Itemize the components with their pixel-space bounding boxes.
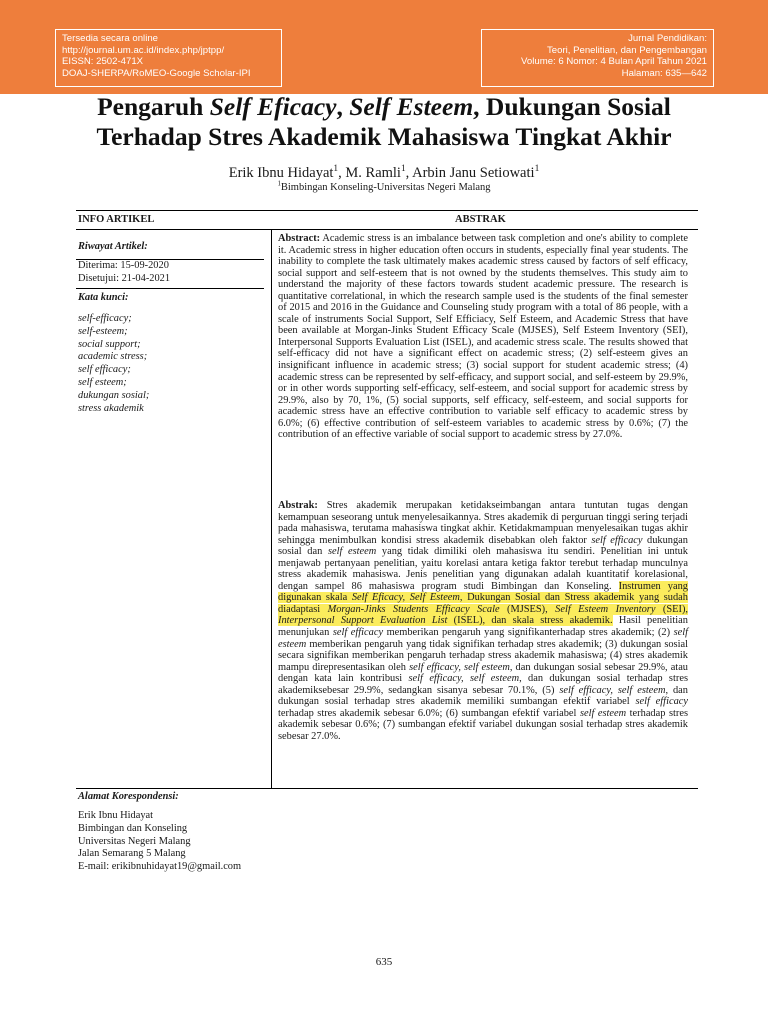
keyword: academic stress; — [78, 351, 148, 363]
abstract-english: Abstract: Academic stress is an imbalance between task completion and one's ability to complete it. Academic stress in higher education often occurs in students, especially final year students. The inability to complete the task ultimately makes academic stress caused by factors of self efficacy, social support and self-esteem that is not owned by the students themselves. This study aim to understand the majority of these factors towards student academic pressure. The research is quantitative correlational, in which the research sample used is the students of the final semester of 2015 and 2016 in the Guidance and Counseling study program with a total of 86 people, with a scale of instruments Social Support, Self Efficiacy, Self Esteem, and Academic Stress that have been available at Morgan-Jinks Student Efficacy Scale (MJSES), Self Esteem Inventory (SEI), Interpersonal Supports Evaluation List (ISEL), and academic stress scale. The results showed that self-efficacy did not have a significant effect on academic stress; (2) self-esteem gives an insignificant influence in academic stress; (3) social support for student academic stress; (4) academic stress can be represented by self-efficacy, and support social, and self-esteem by 29.9%, or in other words supporting self-efficacy, self-esteem, and social support for academic stress by 29.9%, also by 70, 1%, (5) social supports, self efficacy, self-esteem, and social supports for academic stress have an effective contribution to variable self efficacy to academic stress by 6.0%; (6) effective contribution of self-esteem variables to academic stress by 0.6%; (7) the contribution of an effective variable of social support to academic stress by 27.0%. — [278, 233, 688, 441]
history-label: Riwayat Artikel: — [78, 241, 148, 252]
volume-line: Volume: 6 Nomor: 4 Bulan April Tahun 2021 — [521, 56, 707, 68]
keyword: self-efficacy; — [78, 313, 132, 324]
correspondent-university: Universitas Negeri Malang — [78, 835, 191, 847]
journal-url[interactable]: http://journal.um.ac.id/index.php/jptpp/ — [62, 44, 225, 56]
keyword: dukungan sosial; — [78, 389, 150, 401]
availability-line: Tersedia secara online — [62, 33, 158, 44]
article-dates — [78, 260, 263, 286]
keyword-rule — [76, 288, 264, 289]
keyword: self-esteem; — [78, 325, 128, 337]
availability-box — [55, 29, 282, 87]
pages-line: Halaman: 635—642 — [621, 67, 707, 79]
author-list: Erik Ibnu Hidayat$^1$, M. Ramli$^1$, Arbin Janu Setiowati$^1$ — [228, 164, 540, 181]
keyword: stress akademik — [78, 402, 144, 414]
journal-name: Jurnal Pendidikan: — [628, 33, 707, 44]
correspondent-department: Bimbingan dan Konseling — [78, 822, 188, 834]
correspondent-street: Jalan Semarang 5 Malang — [78, 848, 186, 860]
keyword: self efficacy; — [78, 364, 131, 376]
affiliation: $^1$Bimbingan Konseling-Universitas Negeri Malang — [277, 180, 491, 193]
bottom-rule — [76, 788, 698, 789]
journal-info-box — [481, 29, 714, 87]
keywords-label: Kata kunci: — [78, 292, 129, 303]
correspondence-address — [78, 810, 278, 874]
abstract-heading: ABSTRAK — [455, 214, 506, 225]
info-heading: INFO ARTIKEL — [78, 214, 155, 225]
column-divider — [271, 229, 272, 788]
header-rule — [76, 229, 698, 230]
keyword-list — [78, 313, 263, 415]
journal-subtitle: Teori, Penelitian, dan Pengembangan — [546, 44, 707, 56]
highlighted-text: Instrumen yang digunakan skala Self Eficacy, Self Esteem, Dukungan Sosial dan Stress akademik yang sudah diadaptasi Morgan-Jinks Students Efficacy Scale (MJSES), Self Esteem Inventory (SEI), Interpersonal Support Evaluation List (ISEL), dan skala stress akademik. — [278, 580, 689, 627]
correspondence-label: Alamat Korespondensi: — [78, 791, 179, 802]
correspondent-name: Erik Ibnu Hidayat — [78, 810, 154, 821]
keyword: self esteem; — [78, 376, 127, 388]
top-rule — [76, 210, 698, 211]
abstract-indonesian: Abstrak: Stres akademik merupakan ketidakseimbangan antara tuntutan tugas dengan kemampuan seseorang untuk menyelesaikannya. Stres akademik di perguruan tinggi sering terjadi pada mahasiswa, terutama mahasiswa tingkat akhir. Ketidakmampuan menyelesaikan tugas akhir sehingga menimbulkan kondisi stress akademik disebabkan oleh faktor self efficacy dukungan sosial dan self esteem yang tidak dimiliki oleh mahasiswa itu sendiri. Penelitian ini untuk menjawab pertanyaan penelitian, yaitu korelasi antara ketiga faktor terebut terhadap munculnya stress akademik mahasiswa. Jenis penelitian yang digunakan adalah kuantitatif korelasional, dengan sampel 86 mahasiswa program studi Bimbingan dan Konseling. Instrumen yang digunakan skala Self Eficacy, Self Esteem, Dukungan Sosial dan Stress akademik yang sudah diadaptasi Morgan-Jinks Students Efficacy Scale (MJSES), Self Esteem Inventory (SEI), Interpersonal Support Evaluation List (ISEL), dan skala stress akademik. Hasil penelitian menunjukan self efficacy memberikan pengaruh yang signifikanterhadap stres akademik; (2) self esteem memberikan pengaruh yang tidak signifikan terhadap stres akademik; (3) dukungan sosial secara signifikan memberikan pengaruh terhadap stress akademik mahasiswa; (4) stres akademik mampu direpresentasikan oleh self efficacy, self esteem, dan dukungan sosial sebesar 29.9%, atau dengan kata lain kontribusi self efficacy, self esteem, dan dukungan sosial terhadap stres akademiksebesar 29.9%, sedangkan sisanya sebesar 70.1%, (5) self efficacy, self esteem, dan dukungan sosial terhadap stres akademik memiliki sumbangan efektif variabel self efficacy terhadap stres akademik sebesar 6.0%; (6) sumbangan efektif variabel self esteem terhadap stres akademik sebesar 0.6%; (7) sumbangan efektif variabel dukungan sosial terhadap stres akademik sebesar 27.0%. — [278, 500, 689, 742]
eissn-line: EISSN: 2502-471X — [62, 56, 144, 68]
accepted-date: Disetujui: 21-04-2021 — [78, 272, 171, 284]
page-number: 635 — [375, 956, 393, 968]
indexing-line: DOAJ-SHERPA/RoMEO-Google Scholar-IPI — [62, 67, 251, 79]
keyword: social support; — [78, 338, 141, 350]
correspondent-email[interactable]: E-mail: erikibnuhidayat19@gmail.com — [78, 861, 242, 873]
paper-title: Pengaruh Self Eficacy, Self Esteem, Dukungan Sosial Terhadap Stres Akademik Mahasiswa Tingkat Akhir — [96, 92, 672, 151]
received-date: Diterima: 15-09-2020 — [78, 260, 169, 271]
